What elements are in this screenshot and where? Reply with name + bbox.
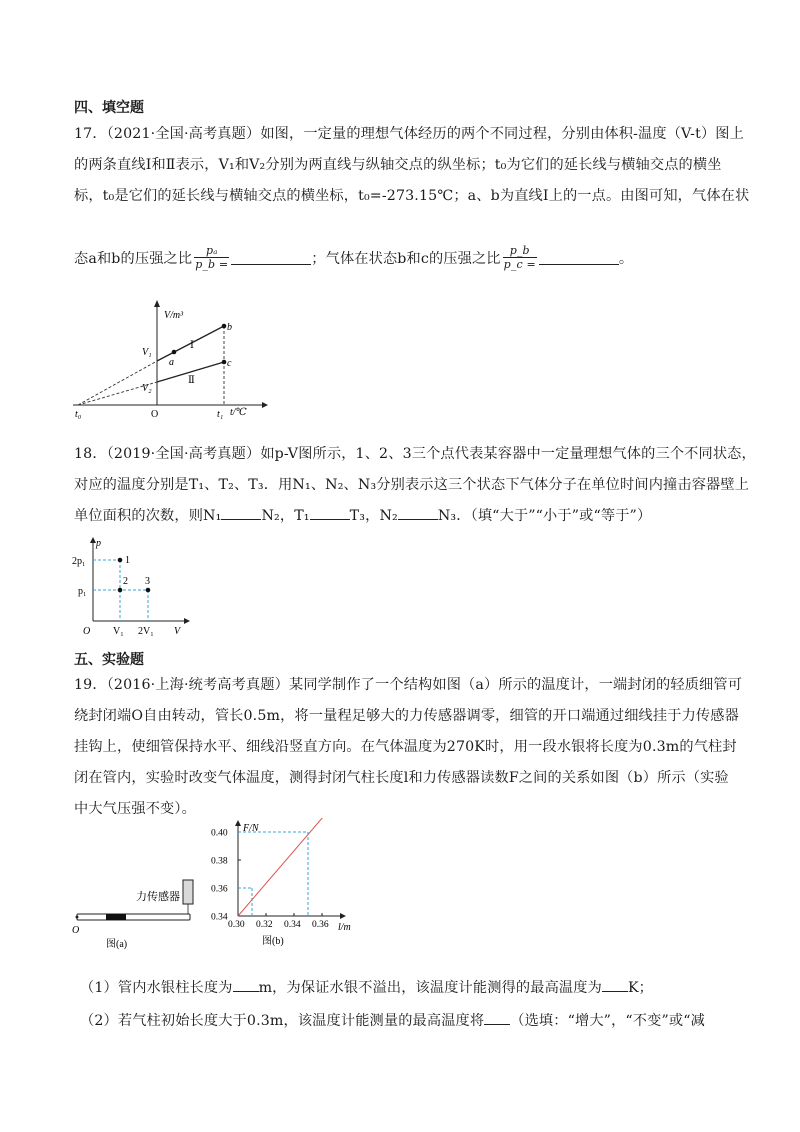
q17-line-1: 17．（2021·全国·高考真题）如图，一定量的理想气体经历的两个不同过程，分别由体积-温度（V-t）图上 [74,126,744,142]
answer-blank-ratio-ab[interactable] [231,250,311,265]
ratio-pa-pb-numerator: pₐ [194,244,229,258]
t1-label: t₁ [217,409,224,420]
q19-line-3: 挂钩上，使细管保持水平、细线沿竖直方向。在气体温度为270K时，用一段水银将长度为0.3m的气柱封 [74,739,737,755]
point-3 [146,588,151,593]
vt-graph [70,295,270,420]
q19-sub-2 [80,1010,705,1030]
point-b [222,324,227,329]
point-3-label: 3 [145,576,150,587]
q19-sub-2-a: （2）若气柱初始长度大于0.3m，该温度计能测量的最高温度将 [80,1013,485,1029]
q19-line-2: 绕封闭端O自由转动，管长0.5m，将一量程足够大的力传感器调零，细管的开口端通过细线挂于力传感器 [74,708,739,724]
point-c-label: c [227,358,232,369]
origin-label: O [151,409,159,420]
answer-blank-n1-n2[interactable] [221,505,261,520]
q18-line-3-c: T₃，N₂ [349,508,398,524]
point-a [172,350,177,355]
t0-label: t₀ [75,409,82,420]
ratio-pa-pb [194,244,229,271]
y-tick-label: 0.34 [211,912,228,923]
line-1-label: Ⅰ [190,340,194,351]
force-sensor-label: 力传感器 [136,891,180,903]
fl-chart [210,818,360,950]
p-axis-label: p [96,538,101,549]
q17-line-2: 的两条直线Ⅰ和Ⅱ表示，V₁和V₂分别为两直线与纵轴交点的纵坐标；t₀为它们的延长线与横轴交点的横坐 [74,157,722,173]
x-tick-label: 0.30 [228,920,245,930]
q19-sub-2-b: （选填：“增大”，“不变”或“减 [510,1013,705,1029]
q17-line-3: 标，t₀是它们的延长线与横轴交点的横坐标，t₀=-273.15℃；a、b为直线Ⅰ上的一点。由图可知，气体在状 [74,188,750,204]
pivot-o-label: O [72,925,80,936]
line-2-label: Ⅱ [188,375,195,386]
q18-line-2: 对应的温度分别是T₁、T₂、T₃．用N₁、N₂、N₃分别表示这三个状态下气体分子在单位时间内撞击容器壁上 [74,477,750,493]
y-tick-label: 0.36 [211,884,228,895]
q19-sub-1-a: （1）管内水银柱长度为 [80,980,233,996]
answer-blank-n2-n3[interactable] [398,505,438,520]
answer-blank-temp-change[interactable] [484,1010,510,1025]
q18-line-3-d: N₃．（填“大于”“小于”或“等于”） [437,508,652,524]
figure-a-caption: 图(a) [106,939,128,950]
2v1-label: 2V₁ [138,626,154,637]
point-2 [118,588,123,593]
point-b-label: b [227,322,232,333]
answer-blank-max-temperature[interactable] [602,977,628,992]
q17-line-4-end: 。 [618,250,634,267]
p1-label: p₁ [78,586,87,597]
q18-line-3-a: 单位面积的次数，则N₁ [74,508,222,524]
x-tick-label: 0.32 [256,920,273,930]
x-tick-label: 0.36 [312,920,329,930]
point-a-label: a [169,357,174,368]
q19-line-4: 闭在管内，实验时改变气体温度，测得封闭气柱长度l和力传感器读数F之间的关系如图（b）所示（实验 [74,770,729,786]
x-axis-label: l/m [338,922,351,933]
point-1 [118,558,123,563]
answer-blank-t1-t3[interactable] [310,505,350,520]
force-sensor [183,880,193,904]
q18-line-3-b: N₂，T₁ [261,508,310,524]
v2-label: V₂ [142,383,152,394]
pivot-o [76,916,79,919]
apparatus-figure-a [70,872,200,952]
x-axis-arrow [340,913,346,919]
point-1-label: 1 [125,555,130,566]
pv-graph [72,533,192,641]
answer-blank-mercury-length[interactable] [233,977,259,992]
origin-label: O [83,626,91,637]
v-axis-label: V/m³ [164,310,184,321]
section-4-title: 四、填空题 [74,100,144,116]
q19-line-5: 中大气压强不变）。 [74,801,196,817]
ratio-pb-pc [503,244,537,271]
q18-line-1: 18．（2019·全国·高考真题）如p-V图所示，1、2、3三个点代表某容器中一定量理想气体的三个不同状态， [74,446,756,462]
y-axis-arrow [235,820,241,826]
t-axis-label: t/℃ [230,407,247,418]
ratio-pa-pb-denominator: p_b = [195,258,229,271]
y-axis-label: F/N [243,823,259,834]
answer-blank-ratio-bc[interactable] [539,250,619,265]
q19-sub-1 [80,977,653,997]
q17-line-4-b: ；气体在状态b和c的压强之比 [311,250,501,267]
q17-line-4-a: 态a和b的压强之比 [74,250,193,267]
2p1-label: 2p₁ [72,556,86,567]
v-axis-label: V [174,626,181,637]
q19-line-1: 19．（2016·上海·统考高考真题）某同学制作了一个结构如图（a）所示的温度计，一端封闭的轻质细管可 [74,677,743,693]
section-5-title: 五、实验题 [74,652,144,668]
t-axis-arrow [262,402,268,408]
x-tick-label: 0.34 [284,920,301,930]
ratio-pb-pc-numerator: p_b [503,244,537,258]
q19-sub-1-c: K； [627,980,654,996]
y-tick-label: 0.38 [211,856,228,867]
point-c [222,360,227,365]
v1-label: V₁ [113,626,124,637]
y-tick-label: 0.40 [211,828,228,839]
q17-line-4 [74,244,633,271]
figure-b-caption: 图(b) [262,936,284,947]
thin-tube [77,914,190,920]
v-axis-arrow [154,300,160,307]
ratio-pb-pc-denominator: p_c = [503,258,536,271]
v-axis-arrow [184,618,190,624]
q19-sub-1-b: m，为保证水银不溢出，该温度计能测得的最高温度为 [258,980,602,996]
q18-line-3 [74,505,651,525]
mercury-column [106,914,126,920]
point-2-label: 2 [123,576,128,587]
v1-label: V₁ [142,347,152,358]
